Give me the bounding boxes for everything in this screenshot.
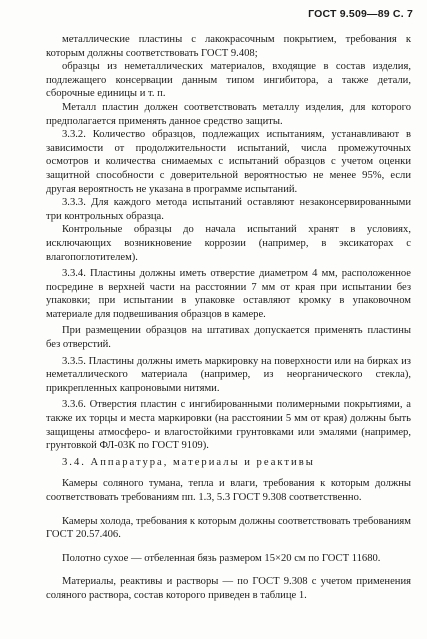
paragraph-racks: При размещении образцов на штативах допускается применять пластины без отверстий.: [46, 325, 411, 351]
paragraph-3-3-2: 3.3.2. Количество образцов, подлежащих испытаниям, устанавливают в зависимости от продолжительности испытаний, числа промежуточных осмотров и количества снимаемых с испытаний образцов с учетом оценки защитной способности с доверительной вероятностью не менее 95%, если другая вероятность не указана в программе испытаний.: [46, 129, 411, 195]
paragraph-cold-chambers: Камеры холода, требования к которым должны соответствовать требованиям ГОСТ 20.57.406.: [46, 515, 411, 541]
paragraph-3-3-3: 3.3.3. Для каждого метода испытаний оставляют незаконсервированными три контрольных образца.: [46, 197, 411, 222]
paragraph-3-3-4: 3.3.4. Пластины должны иметь отверстие диаметром 4 мм, расположенное посредине в верхней части на расстоянии 7 мм от края при испытании без упаковки; при испытании в упаковке оставляют кромку в упаковочном материале для подвешивания образцов в камере.: [46, 268, 411, 320]
page-header: ГОСТ 9.509—89 С. 7: [308, 8, 413, 20]
section-heading-3-4: 3.4. Аппаратура, материалы и реактивы: [62, 456, 315, 468]
paragraph-salt-fog-chambers: Камеры соляного тумана, тепла и влаги, требования к которым должны соответствовать требованиям пп. 1.3, 5.3 ГОСТ 9.308 соответственно.: [46, 478, 411, 503]
paragraph-plate-metal: Металл пластин должен соответствовать металлу изделия, для которого предполагается применять данное средство защиты.: [46, 101, 411, 127]
paragraph-dry-cloth: Полотно сухое — отбеленная бязь размером 15×20 см по ГОСТ 11680.: [62, 552, 381, 564]
paragraph-materials-reagents: Материалы, реактивы и растворы — по ГОСТ 9.308 с учетом применения соляного раствора, состав которого приведен в таблице 1.: [46, 576, 411, 601]
paragraph-metal-plates: металлические пластины с лакокрасочным покрытием, требования к которым должны соответствовать ГОСТ 9.408;: [46, 34, 411, 59]
paragraph-3-3-5: 3.3.5. Пластины должны иметь маркировку на поверхности или на бирках из неметаллического материала (например, из неорганического стекла), прикрепленных капроновыми нитями.: [46, 355, 411, 394]
paragraph-3-3-6: 3.3.6. Отверстия пластин с ингибированными полимерными покрытиями, а также их торцы и места маркировки (на расстоянии 5 мм от края) должны быть защищены атмосферо- и влагостойкими грунтовками или эмалями (например, грунтовкой ФЛ-03К по ГОСТ 9109).: [46, 399, 411, 452]
paragraph-control-samples: Контрольные образцы до начала испытаний хранят в условиях, исключающих возникновение коррозии (например, в эксикаторах с влагопоглотителем).: [46, 224, 411, 263]
document-body: [46, 33, 411, 603]
paragraph-nonmetal-samples: образцы из неметаллических материалов, входящие в состав изделия, подлежащего консервации данным типом ингибитора, а также детали, сборочные единицы и т. п.: [46, 61, 411, 100]
